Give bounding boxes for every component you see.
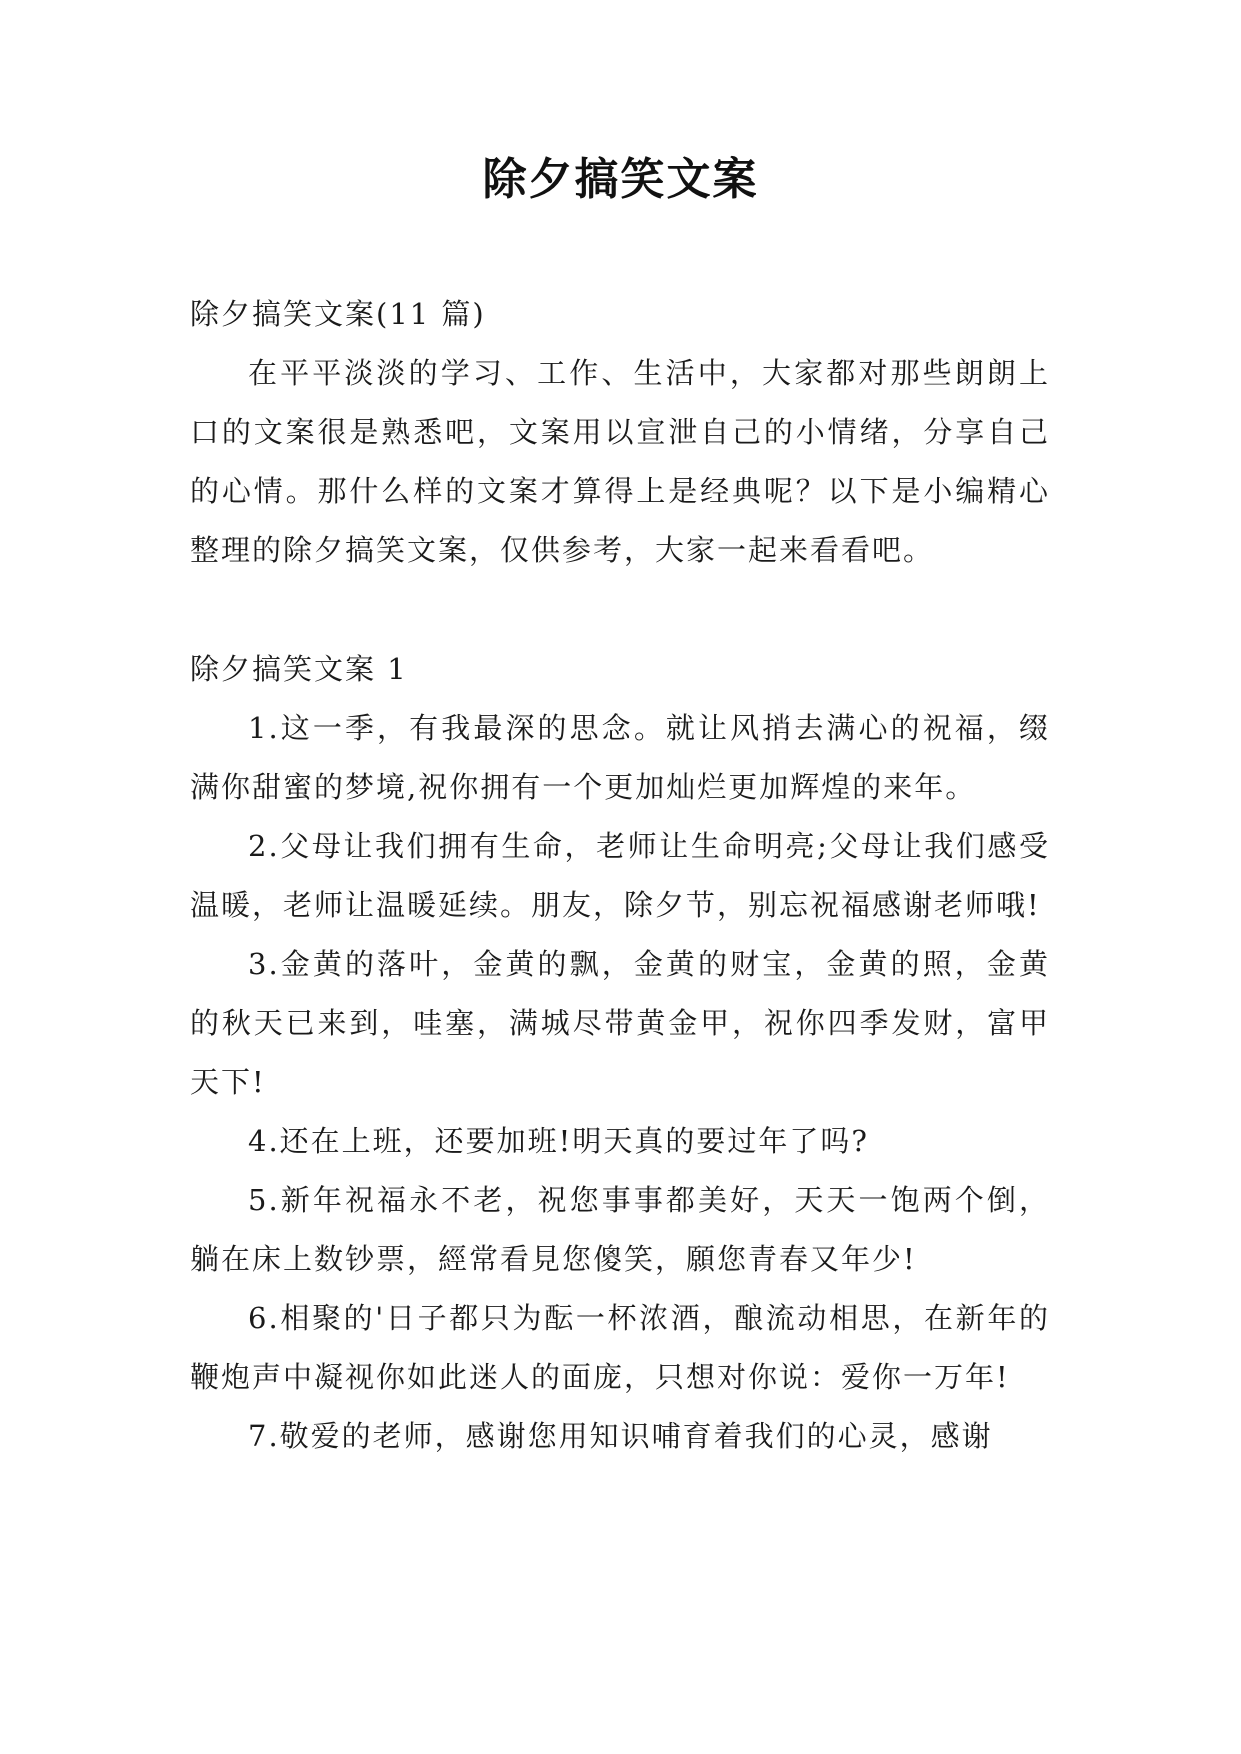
list-item: 7.敬爱的老师，感谢您用知识哺育着我们的心灵，感谢 xyxy=(248,1419,993,1453)
list-item: 2.父母让我们拥有生命，老师让生命明亮;父母让我们感受温暖，老师让温暖延续。朋友，除夕节，别忘祝福感谢老师哦! xyxy=(190,829,1050,922)
list-item: 5.新年祝福永不老，祝您事事都美好，天天一饱两个倒，躺在床上数钞票，經常看見您傻笑，願您青春又年少! xyxy=(190,1183,1050,1276)
section-heading: 除夕搞笑文案 1 xyxy=(190,652,408,686)
document-subtitle: 除夕搞笑文案(11 篇) xyxy=(190,297,486,331)
list-item: 4.还在上班，还要加班!明天真的要过年了吗? xyxy=(248,1124,869,1158)
document-title: 除夕搞笑文案 xyxy=(482,154,759,205)
list-item: 6.相聚的'日子都只为酝一杯浓酒，酿流动相思，在新年的鞭炮声中凝视你如此迷人的面庞，只想对你说：爱你一万年! xyxy=(190,1301,1050,1394)
list-item: 1.这一季，有我最深的思念。就让风捎去满心的祝福，缀满你甜蜜的梦境,祝你拥有一个更加灿烂更加辉煌的来年。 xyxy=(190,711,1050,804)
intro-paragraph: 在平平淡淡的学习、工作、生活中，大家都对那些朗朗上口的文案很是熟悉吧，文案用以宣泄自己的小情绪，分享自己的心情。那什么样的文案才算得上是经典呢？以下是小编精心整理的除夕搞笑文案，仅供参考，大家一起来看看吧。 xyxy=(190,356,1050,567)
document-body xyxy=(190,285,1050,1466)
list-item: 3.金黄的落叶，金黄的飘，金黄的财宝，金黄的照，金黄的秋天已来到，哇塞，满城尽带黄金甲，祝你四季发财，富甲天下! xyxy=(190,947,1050,1099)
section-spacer xyxy=(190,580,1050,640)
